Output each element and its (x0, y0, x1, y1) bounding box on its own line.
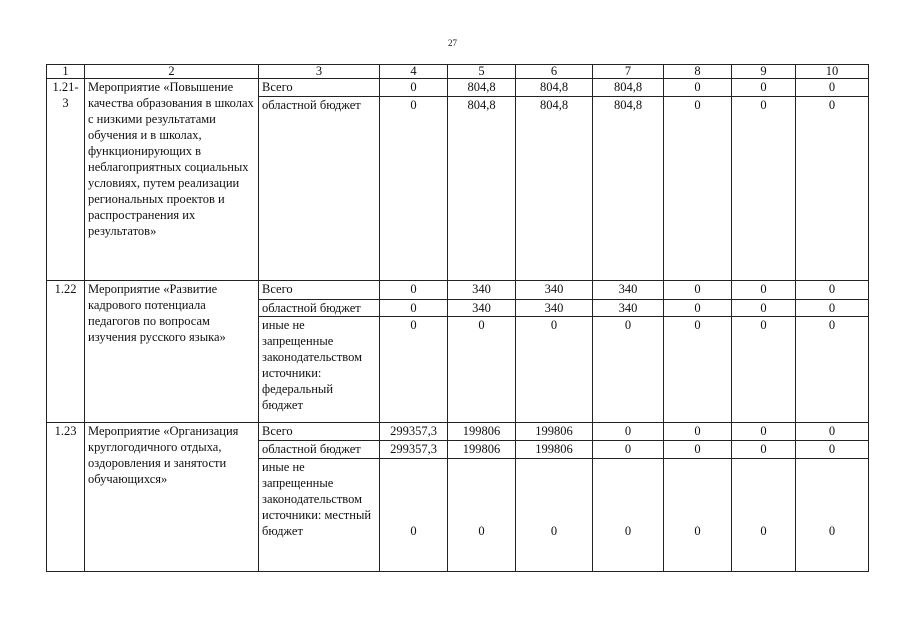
value-cell: 0 (732, 280, 796, 300)
value-cell: 0 (796, 440, 869, 458)
value-cell: 0 (664, 96, 732, 280)
header-cell: 1 (47, 65, 85, 79)
header-cell: 8 (664, 65, 732, 79)
value-cell: 0 (380, 300, 448, 317)
value-cell: 0 (516, 459, 593, 572)
value-cell: 0 (664, 79, 732, 96)
header-cell: 10 (796, 65, 869, 79)
table-row (47, 280, 869, 300)
value-cell: 340 (516, 300, 593, 317)
value-cell: 340 (593, 280, 664, 300)
value-cell: 0 (796, 300, 869, 317)
value-cell: 340 (448, 280, 516, 300)
event-name: Мероприятие «Повышение качества образования в школах с низкими результатами обучения и в школах, функционирующих в неблагоприятных социальных условиях, путем реализации региональных проектов и распространения их результатов» (85, 79, 259, 280)
event-name: Мероприятие «Развитие кадрового потенциала педагогов по вопросам изучения русского языка» (85, 280, 259, 423)
value-cell: 0 (796, 280, 869, 300)
value-cell: 0 (380, 459, 448, 572)
value-cell: 340 (448, 300, 516, 317)
header-cell: 7 (593, 65, 664, 79)
value-cell: 199806 (448, 423, 516, 440)
value-cell: 804,8 (516, 79, 593, 96)
value-cell: 0 (796, 459, 869, 572)
header-cell: 5 (448, 65, 516, 79)
value-cell: 0 (732, 423, 796, 440)
header-cell: 4 (380, 65, 448, 79)
value-cell: 0 (380, 79, 448, 96)
funding-source: Всего (259, 79, 380, 96)
value-cell: 0 (448, 317, 516, 423)
header-cell: 9 (732, 65, 796, 79)
value-cell: 804,8 (516, 96, 593, 280)
value-cell: 0 (796, 423, 869, 440)
funding-table (46, 64, 869, 572)
row-index: 1.21-3 (47, 79, 85, 280)
table-row (47, 79, 869, 96)
value-cell: 0 (593, 459, 664, 572)
value-cell: 199806 (516, 440, 593, 458)
header-cell: 6 (516, 65, 593, 79)
value-cell: 804,8 (448, 96, 516, 280)
value-cell: 0 (664, 459, 732, 572)
value-cell: 0 (732, 300, 796, 317)
value-cell: 0 (796, 79, 869, 96)
funding-source: иные не запрещенные законодательством источники: местный бюджет (259, 459, 380, 572)
value-cell: 199806 (516, 423, 593, 440)
funding-source: Всего (259, 280, 380, 300)
value-cell: 0 (516, 317, 593, 423)
value-cell: 0 (380, 96, 448, 280)
header-cell: 3 (259, 65, 380, 79)
table-row (47, 423, 869, 440)
value-cell: 0 (732, 96, 796, 280)
value-cell: 0 (732, 317, 796, 423)
value-cell: 0 (664, 280, 732, 300)
value-cell: 0 (796, 96, 869, 280)
page-number: 27 (448, 38, 457, 48)
value-cell: 0 (593, 317, 664, 423)
event-name: Мероприятие «Организация круглогодичного отдыха, оздоровления и занятости обучающихся» (85, 423, 259, 572)
value-cell: 0 (593, 440, 664, 458)
funding-source: областной бюджет (259, 300, 380, 317)
funding-source: областной бюджет (259, 440, 380, 458)
value-cell: 199806 (448, 440, 516, 458)
value-cell: 0 (732, 459, 796, 572)
value-cell: 0 (796, 317, 869, 423)
value-cell: 0 (593, 423, 664, 440)
funding-source: областной бюджет (259, 96, 380, 280)
value-cell: 340 (516, 280, 593, 300)
value-cell: 299357,3 (380, 440, 448, 458)
row-index: 1.22 (47, 280, 85, 423)
value-cell: 804,8 (448, 79, 516, 96)
value-cell: 340 (593, 300, 664, 317)
value-cell: 0 (732, 440, 796, 458)
value-cell: 0 (664, 440, 732, 458)
funding-source: Всего (259, 423, 380, 440)
funding-source: иные не запрещенные законодательством источники: федеральный бюджет (259, 317, 380, 423)
value-cell: 0 (448, 459, 516, 572)
header-cell: 2 (85, 65, 259, 79)
value-cell: 0 (664, 317, 732, 423)
value-cell: 0 (380, 317, 448, 423)
value-cell: 0 (732, 79, 796, 96)
value-cell: 0 (664, 423, 732, 440)
header-row (47, 65, 869, 79)
row-index: 1.23 (47, 423, 85, 572)
value-cell: 804,8 (593, 79, 664, 96)
value-cell: 804,8 (593, 96, 664, 280)
value-cell: 0 (380, 280, 448, 300)
value-cell: 299357,3 (380, 423, 448, 440)
value-cell: 0 (664, 300, 732, 317)
